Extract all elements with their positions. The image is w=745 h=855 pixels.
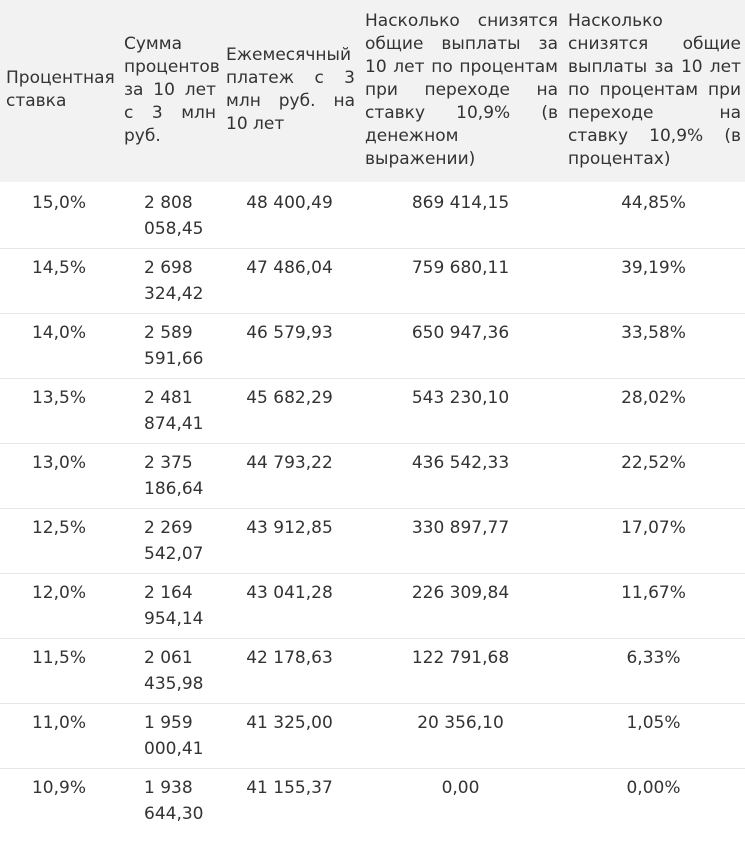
cell-rate: 10,9% <box>31 777 86 798</box>
interest-sum-part-2: 542,07 <box>144 543 204 564</box>
interest-sum-part-1: 2 269 <box>144 517 193 538</box>
interest-sum-part-2: 000,41 <box>144 738 204 759</box>
table-row <box>0 248 745 313</box>
header-saving-percent: Насколько снизятся общие выплаты за 10 лет по процентам при переходе на ставку 10,9% (в процентах) <box>562 0 745 182</box>
cell-rate: 13,0% <box>0 443 118 508</box>
cell-saving-money: 759 680,11 <box>359 248 562 313</box>
cell-rate: 14,5% <box>0 248 118 313</box>
cell-rate: 11,0% <box>0 703 118 768</box>
cell-interest-sum <box>118 768 220 833</box>
cell-saving-money: 869 414,15 <box>359 182 562 248</box>
table-row <box>0 768 745 833</box>
cell-monthly-payment: 41 325,00 <box>220 703 359 768</box>
cell-saving-percent: 22,52% <box>562 443 745 508</box>
cell-saving-money: 543 230,10 <box>359 378 562 443</box>
cell-saving-money: 330 897,77 <box>359 508 562 573</box>
cell-monthly-payment: 45 682,29 <box>220 378 359 443</box>
header-monthly-payment: Ежемесячный платеж с 3 млн руб. на 10 лет <box>220 0 359 182</box>
table-row <box>0 443 745 508</box>
cell-saving-percent: 6,33% <box>562 638 745 703</box>
table-row <box>0 378 745 443</box>
cell-rate: 12,0% <box>0 573 118 638</box>
cell-interest-sum <box>118 638 220 703</box>
cell-monthly-payment: 43 912,85 <box>220 508 359 573</box>
cell-saving-percent: 17,07% <box>562 508 745 573</box>
header-saving-money: Насколько снизятся общие выплаты за 10 лет по процентам при переходе на ставку 10,9% (в денежном выражении) <box>359 0 562 182</box>
header-rate: Процентная ставка <box>0 0 118 182</box>
cell-interest-sum <box>118 248 220 313</box>
cell-saving-percent: 44,85% <box>562 182 745 248</box>
cell-saving-percent: 11,67% <box>562 573 745 638</box>
table-header <box>0 0 745 182</box>
cell-saving-money: 226 309,84 <box>359 573 562 638</box>
cell-interest-sum <box>118 313 220 378</box>
cell-interest-sum <box>118 703 220 768</box>
interest-sum-part-1: 2 808 <box>144 193 193 213</box>
cell-monthly-payment: 46 579,93 <box>220 313 359 378</box>
cell-saving-money: 0,00 <box>441 777 480 798</box>
table-row <box>0 508 745 573</box>
interest-sum-part-2: 058,45 <box>144 219 204 239</box>
header-interest-sum: Сумма процентов за 10 лет с 3 млн руб. <box>118 0 220 182</box>
cell-rate: 12,5% <box>0 508 118 573</box>
interest-sum-part-2: 435,98 <box>144 673 204 694</box>
interest-sum-part-1: 2 481 <box>144 387 193 408</box>
cell-interest-sum <box>118 182 220 248</box>
interest-sum-part-2: 874,41 <box>144 413 204 434</box>
cell-rate: 15,0% <box>0 182 118 248</box>
interest-sum-part-2: 644,30 <box>144 803 204 824</box>
table-row <box>0 638 745 703</box>
interest-sum-part-1: 1 938 <box>144 777 193 798</box>
cell-saving-percent: 0,00% <box>626 777 681 798</box>
cell-monthly-payment: 47 486,04 <box>220 248 359 313</box>
cell-interest-sum <box>118 378 220 443</box>
cell-saving-money: 122 791,68 <box>359 638 562 703</box>
header-row <box>0 0 745 182</box>
interest-sum-part-1: 2 164 <box>144 582 193 603</box>
interest-sum-part-2: 186,64 <box>144 478 204 499</box>
cell-saving-percent: 39,19% <box>562 248 745 313</box>
cell-interest-sum <box>118 573 220 638</box>
cell-rate: 11,5% <box>0 638 118 703</box>
cell-saving-money: 650 947,36 <box>359 313 562 378</box>
interest-sum-part-1: 2 698 <box>144 257 193 278</box>
interest-sum-part-1: 1 959 <box>144 712 193 733</box>
interest-sum-part-2: 591,66 <box>144 348 204 369</box>
cell-monthly-payment: 43 041,28 <box>220 573 359 638</box>
interest-sum-part-2: 954,14 <box>144 608 204 629</box>
cell-saving-percent: 28,02% <box>562 378 745 443</box>
cell-saving-percent: 33,58% <box>562 313 745 378</box>
cell-monthly-payment: 48 400,49 <box>220 182 359 248</box>
table-row <box>0 313 745 378</box>
cell-monthly-payment: 41 155,37 <box>246 777 333 798</box>
cell-interest-sum <box>118 508 220 573</box>
cell-monthly-payment: 42 178,63 <box>220 638 359 703</box>
table-row <box>0 182 745 248</box>
cell-saving-money: 436 542,33 <box>359 443 562 508</box>
table-body <box>0 182 745 833</box>
interest-sum-part-2: 324,42 <box>144 283 204 304</box>
interest-sum-part-1: 2 375 <box>144 452 193 473</box>
cell-monthly-payment: 44 793,22 <box>220 443 359 508</box>
cell-saving-percent: 1,05% <box>562 703 745 768</box>
interest-sum-part-1: 2 061 <box>144 647 193 668</box>
cell-saving-money: 20 356,10 <box>359 703 562 768</box>
table-row <box>0 573 745 638</box>
cell-rate: 14,0% <box>0 313 118 378</box>
interest-sum-part-1: 2 589 <box>144 322 193 343</box>
table-row <box>0 703 745 768</box>
cell-rate: 13,5% <box>0 378 118 443</box>
cell-interest-sum <box>118 443 220 508</box>
